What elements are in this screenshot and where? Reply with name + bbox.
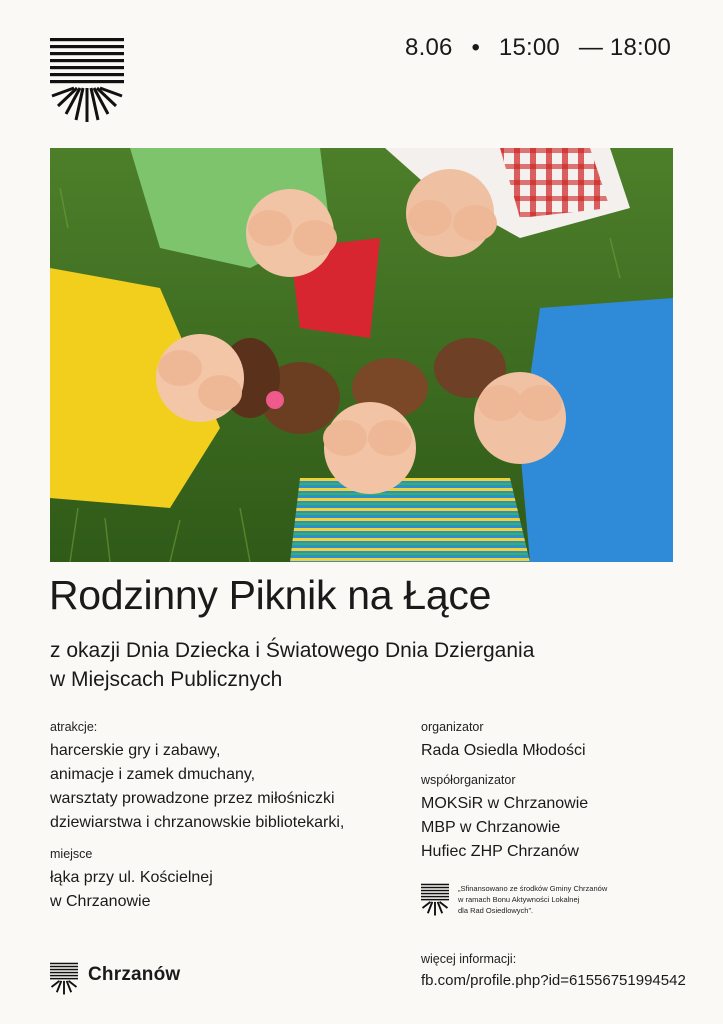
chrzanow-sun-logo-icon [50,38,124,124]
place-line: w Chrzanowie [50,893,151,910]
event-datetime [405,34,671,62]
chrzanow-sun-logo-icon [50,962,78,996]
subtitle-line: w Miejscach Publicznych [50,668,283,691]
place-line: łąka przy ul. Kościelnej [50,869,213,886]
facebook-link[interactable]: fb.com/profile.php?id=61556751994542 [421,972,686,989]
attraction-item: animacje i zamek dmuchany, [50,766,256,783]
attractions-label: atrakcje: [50,720,98,734]
coorganizer-item: MOKSiR w Chrzanowie [421,795,589,812]
funding-line: w ramach Bonu Aktywności Lokalnej [458,895,580,904]
place-label: miejsce [50,847,93,861]
organizer-name: Rada Osiedla Młodości [421,742,586,759]
organizers-section [421,720,701,864]
attractions-section [50,720,400,914]
attraction-item: dziewiarstwa i chrzanowskie bibliotekarki, [50,814,345,831]
event-date: 8.06 [405,34,453,61]
attraction-item: warsztaty prowadzone przez miłośniczki [50,790,335,807]
chrzanow-sun-logo-icon [421,883,449,917]
funding-text [458,883,678,916]
coorganizer-item: MBP w Chrzanowie [421,819,561,836]
funding-note [421,883,681,923]
subtitle-line: z okazji Dnia Dziecka i Światowego Dnia Dziergania [50,639,535,662]
bullet-separator: • [471,34,481,61]
attraction-item: harcerskie gry i zabawy, [50,742,221,759]
event-time-start: 15:00 [498,34,560,61]
event-time-end: — 18:00 [578,34,671,61]
event-title: Rodzinny Piknik na Łące [49,572,492,618]
funding-line: dla Rad Osiedlowych”. [458,906,534,915]
city-name: Chrzanów [88,964,181,985]
coorganizer-label: współorganizator [421,773,516,787]
coorganizer-item: Hufiec ZHP Chrzanów [421,843,579,860]
event-subtitle [50,636,670,694]
organizer-label: organizator [421,720,484,734]
funding-line: „Sfinansowano ze środków Gminy Chrzanów [458,884,608,893]
children-photo [50,148,673,562]
city-brand [50,962,210,996]
more-info [421,952,711,989]
more-info-label: więcej informacji: [421,952,517,966]
